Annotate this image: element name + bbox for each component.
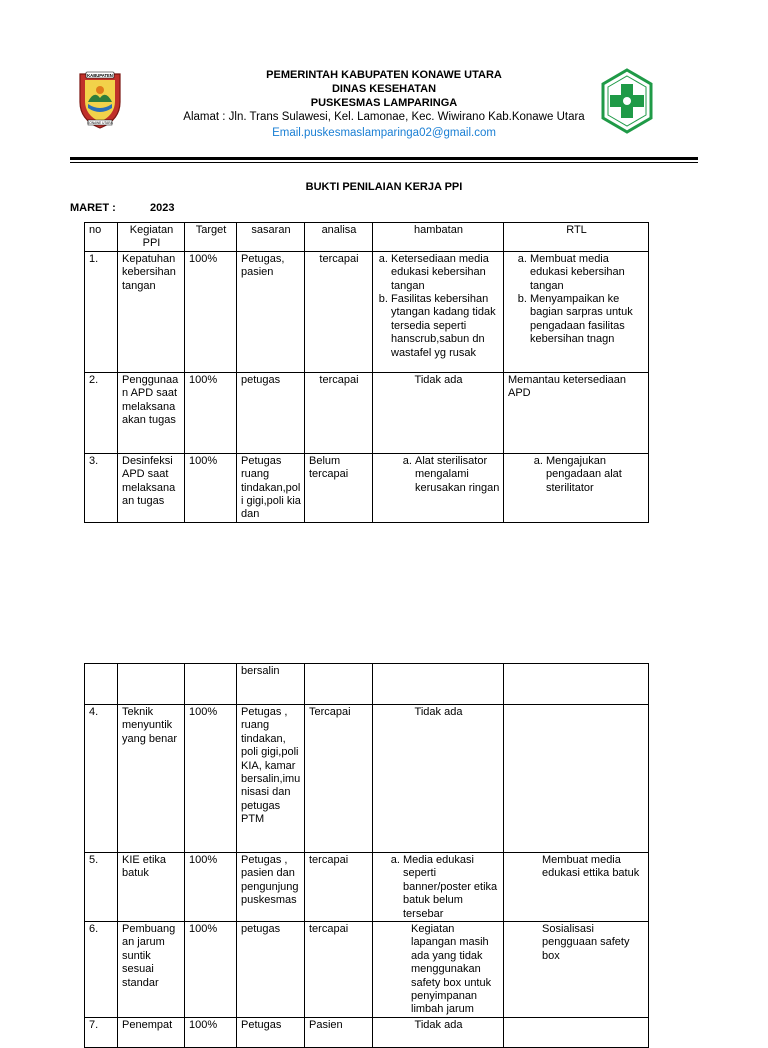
cell-kegiatan xyxy=(118,664,185,705)
hambatan-item: a. Media edukasi seperti banner/poster etika batuk belum tersebar xyxy=(403,854,500,921)
cell-kegiatan: Teknik menyuntik yang benar xyxy=(118,705,185,853)
cell-no: 4. xyxy=(85,705,118,853)
cell-kegiatan: Penggunaan APD saat melaksanaakan tugas xyxy=(118,372,185,453)
header-rtl: RTL xyxy=(504,223,649,252)
table-row xyxy=(85,705,649,853)
table-row xyxy=(85,453,649,522)
cell-sasaran: Petugas, pasien xyxy=(237,251,305,372)
cell-target: 100% xyxy=(185,705,237,853)
hambatan-item: a. Alat sterilisator mengalami kerusakan ringan xyxy=(415,455,500,495)
cell-rtl xyxy=(504,705,649,853)
header-rule-thin xyxy=(70,162,698,163)
letterhead xyxy=(150,68,618,141)
rtl-item: b. Menyampaikan ke bagian sarpras untuk pengadaan fasilitas kebersihan tnagn xyxy=(530,293,645,347)
letterhead-puskesmas: PUSKESMAS LAMPARINGA xyxy=(310,97,458,109)
period-month: MARET : xyxy=(70,202,116,214)
cell-rtl xyxy=(504,1017,649,1047)
cell-target: 100% xyxy=(185,853,237,922)
cell-no: 6. xyxy=(85,922,118,1018)
cell-rtl xyxy=(504,453,649,522)
cell-analisa xyxy=(305,664,373,705)
header-hambatan: hambatan xyxy=(373,223,504,252)
table-row xyxy=(85,664,649,705)
rtl-item: a. Mengajukan pengadaan alat sterilitator xyxy=(546,455,645,495)
cell-target: 100% xyxy=(185,922,237,1018)
cell-sasaran: Petugas , pasien dan pengunjung puskesmas xyxy=(237,853,305,922)
table-header-row xyxy=(85,223,649,252)
cell-analisa: Belum tercapai xyxy=(305,453,373,522)
cell-no: 1. xyxy=(85,251,118,372)
header-kegiatan: Kegiatan PPI xyxy=(118,223,185,252)
header-sasaran: sasaran xyxy=(237,223,305,252)
header-target: Target xyxy=(185,223,237,252)
letterhead-email: Email.puskesmaslamparinga02@gmail.com xyxy=(272,127,496,139)
letterhead-department: DINAS KESEHATAN xyxy=(331,83,437,95)
cell-hambatan: Tidak ada xyxy=(373,1017,504,1047)
cell-sasaran: bersalin xyxy=(237,664,305,705)
cell-analisa: Pasien xyxy=(305,1017,373,1047)
letterhead-government: PEMERINTAH KABUPATEN KONAWE UTARA xyxy=(266,69,502,81)
cell-kegiatan: Penempat xyxy=(118,1017,185,1047)
header-analisa: analisa xyxy=(305,223,373,252)
table-row xyxy=(85,922,649,1018)
cell-hambatan: Kegiatan lapangan masih ada yang tidak menggunakan safety box untuk penyimpanan limbah jarum xyxy=(373,922,504,1018)
report-period xyxy=(70,202,174,214)
kabupaten-crest-logo xyxy=(76,68,124,130)
cell-hambatan xyxy=(373,251,504,372)
header-rule-thick xyxy=(70,157,698,160)
cell-sasaran: Petugas , ruang tindakan, poli gigi,poli KIA, kamar bersalin,imunisasi dan petugas PTM xyxy=(237,705,305,853)
cell-hambatan: Tidak ada xyxy=(373,705,504,853)
puskesmas-logo xyxy=(600,68,654,134)
cell-hambatan xyxy=(373,453,504,522)
cell-target: 100% xyxy=(185,453,237,522)
cell-kegiatan: Kepatuhan kebersihan tangan xyxy=(118,251,185,372)
crest-top-text: KABUPATEN xyxy=(87,73,113,78)
cell-sasaran: petugas xyxy=(237,922,305,1018)
table-row xyxy=(85,372,649,453)
cell-kegiatan: KIE etika batuk xyxy=(118,853,185,922)
cell-sasaran: Petugas xyxy=(237,1017,305,1047)
cell-rtl: Sosialisasi pengguaan safety box xyxy=(504,922,649,1018)
cell-analisa: tercapai xyxy=(305,853,373,922)
cell-kegiatan: Desinfeksi APD saat melaksanaan tugas xyxy=(118,453,185,522)
cell-rtl: Membuat media edukasi ettika batuk xyxy=(504,853,649,922)
table-row xyxy=(85,1017,649,1047)
crest-bottom-text: KONAWE UTARA xyxy=(87,121,113,125)
table-row xyxy=(85,251,649,372)
cell-analisa: tercapai xyxy=(305,251,373,372)
cell-analisa: tercapai xyxy=(305,922,373,1018)
cell-analisa: Tercapai xyxy=(305,705,373,853)
cell-hambatan xyxy=(373,664,504,705)
cell-no xyxy=(85,664,118,705)
cell-no: 2. xyxy=(85,372,118,453)
cell-kegiatan: Pembuangan jarum suntik sesuai standar xyxy=(118,922,185,1018)
header-no: no xyxy=(85,223,118,252)
cell-target xyxy=(185,664,237,705)
cell-analisa: tercapai xyxy=(305,372,373,453)
ppi-table-page1 xyxy=(84,222,649,523)
cell-no: 5. xyxy=(85,853,118,922)
cell-rtl xyxy=(504,251,649,372)
cell-target: 100% xyxy=(185,251,237,372)
period-year: 2023 xyxy=(150,202,175,214)
cell-rtl: Memantau ketersediaan APD xyxy=(504,372,649,453)
cell-rtl xyxy=(504,664,649,705)
cell-no: 7. xyxy=(85,1017,118,1047)
letterhead-address: Alamat : Jln. Trans Sulawesi, Kel. Lamonae, Kec. Wiwirano Kab.Konawe Utara xyxy=(183,111,585,123)
cell-no: 3. xyxy=(85,453,118,522)
hambatan-item: a. Ketersediaan media edukasi kebersihan tangan xyxy=(391,253,500,293)
document-title: BUKTI PENILAIAN KERJA PPI xyxy=(305,181,463,193)
cell-target: 100% xyxy=(185,1017,237,1047)
ppi-table-page2 xyxy=(84,663,649,1048)
cell-hambatan xyxy=(373,853,504,922)
cell-sasaran: petugas xyxy=(237,372,305,453)
table-row xyxy=(85,853,649,922)
hambatan-item: b. Fasilitas kebersihan ytangan kadang tidak tersedia seperti hanscrub,sabun dn wastafel yg rusak xyxy=(391,293,500,360)
cell-target: 100% xyxy=(185,372,237,453)
rtl-item: a. Membuat media edukasi kebersihan tangan xyxy=(530,253,645,293)
cell-sasaran: Petugas ruang tindakan,poli gigi,poli kia dan xyxy=(237,453,305,522)
cell-hambatan: Tidak ada xyxy=(373,372,504,453)
